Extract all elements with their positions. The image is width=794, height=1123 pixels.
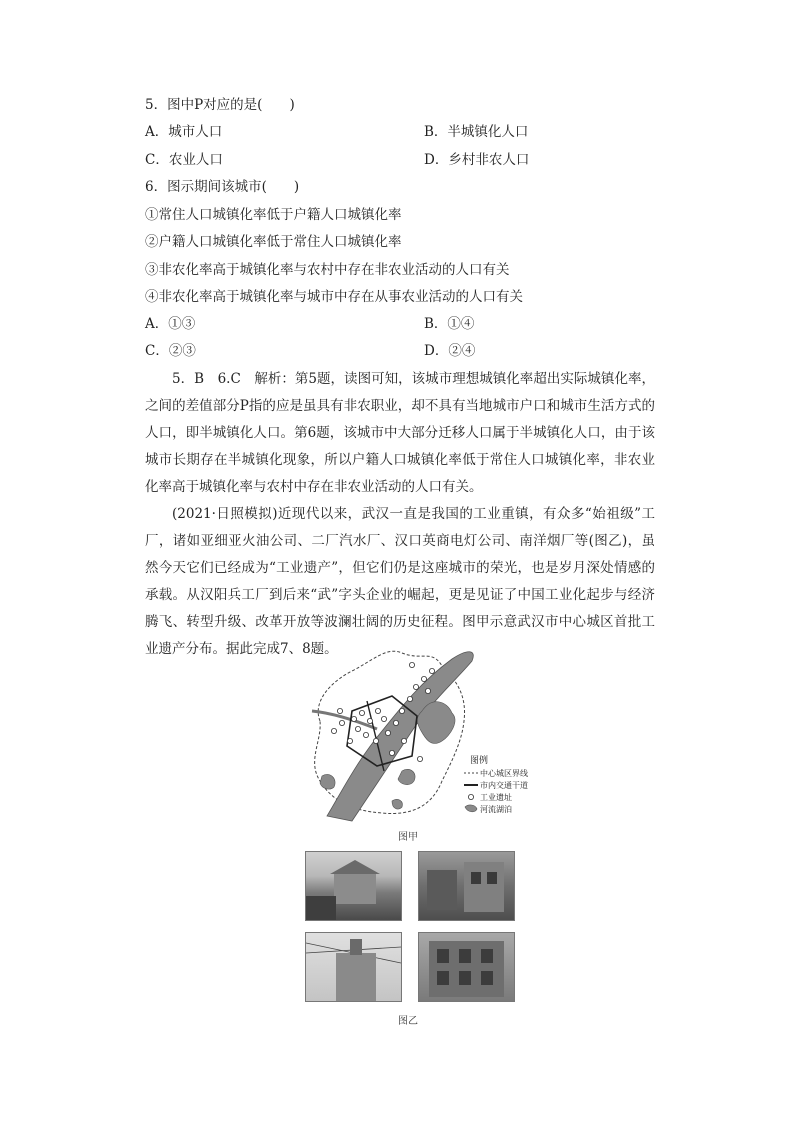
q6-statement-4: ④非农化率高于城镇化率与城市中存在从事农业活动的人口有关 (145, 289, 523, 305)
answer-explanation: 解析：第5题，读图可知，该城市理想城镇化率超出实际城镇化率，之间的差值部分P指的应是虽具有非农职业，却不具有当地城市户口和城市生活方式的人口，即半城镇化人口。第6题，该城市中大部分迁移人口属于半城镇化人口，由于该城市长期存在半城镇化现象，所以户籍人口城镇化率低于常住人口城镇化率，非农业化率高于城镇化率与农村中存在非农业活动的人口有关。 (145, 371, 655, 495)
q5-option-b: B．半城镇化人口 (424, 124, 529, 140)
photo-top-left (305, 851, 402, 921)
map-caption: 图甲 (398, 832, 418, 843)
passage-paragraph: (2021·日照模拟)近现代以来，武汉一直是我国的工业重镇，有众多“始祖级”工厂，诸如亚细亚火油公司、二厂汽水厂、汉口英商电灯公司、南洋烟厂等(图乙)，虽然今天它们已经成为“工业遗产”，但它们仍是这座城市的荣光，也是岁月深处情感的承载。从汉阳兵工厂到后来“武”字头企业的崛起，更是见证了中国工业化起步与经济腾飞、转型升级、改革开放等波澜壮阔的历史征程。图甲示意武汉市中心城区首批工业遗产分布。据此完成7、8题。 (145, 506, 655, 657)
q6-statement-2: ②户籍人口城镇化率低于常住人口城镇化率 (145, 234, 402, 250)
answer-paragraph (145, 366, 655, 501)
q6-option-a: A．①③ (145, 316, 196, 332)
q6-option-b: B．①④ (424, 316, 475, 332)
q5-option-a: A．城市人口 (145, 124, 223, 140)
q6-option-c: C．②③ (145, 343, 196, 359)
legend-arterial-road: 市内交通干道 (480, 781, 528, 790)
legend-river-lake: 河流湖泊 (480, 805, 512, 814)
map-legend-title: 图例 (470, 756, 489, 766)
photo-top-right (418, 851, 515, 921)
south-lake (398, 769, 415, 784)
q5-option-c: C．农业人口 (145, 152, 223, 168)
wuhan-industrial-heritage-map (292, 641, 552, 831)
q6-option-d: D．②④ (424, 343, 476, 359)
q6-statement-1: ①常住人口城镇化率低于户籍人口城镇化率 (145, 207, 402, 223)
q6-stem: 6．图示期间该城市( ) (145, 179, 300, 195)
photo-bottom-left (305, 932, 402, 1002)
small-lake (392, 799, 402, 809)
photos-caption: 图乙 (398, 1016, 418, 1027)
q6-statement-3: ③非农化率高于城镇化率与农村中存在非农业活动的人口有关 (145, 262, 510, 278)
photo-bottom-right (418, 932, 515, 1002)
legend-city-boundary: 中心城区界线 (480, 769, 528, 778)
q5-option-d: D．乡村非农人口 (424, 152, 530, 168)
answer-keys: 5．B 6.C (172, 371, 241, 387)
q5-stem: 5．图中P对应的是( ) (145, 97, 295, 113)
west-lake (320, 774, 335, 789)
legend-industrial-site: 工业遗址 (480, 793, 512, 802)
